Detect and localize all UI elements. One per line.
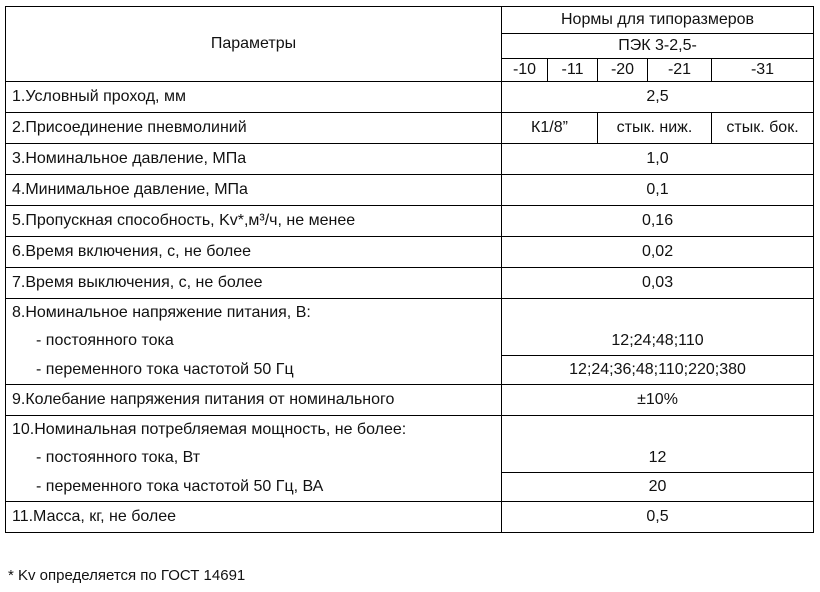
param-value: 0,1: [502, 175, 814, 206]
param-sublabel: - переменного тока частотой 50 Гц: [6, 356, 502, 385]
table-row: [6, 237, 814, 268]
param-sublabel: - постоянного тока, Вт: [6, 444, 502, 473]
table-row: [6, 502, 814, 533]
table-row: [6, 444, 814, 473]
param-value: ±10%: [502, 385, 814, 416]
param-sublabel: - переменного тока частотой 50 Гц, ВА: [6, 473, 502, 502]
variant-31: -31: [712, 59, 814, 82]
param-label: 1.Условный проход, мм: [6, 82, 502, 113]
param-label: 4.Минимальное давление, МПа: [6, 175, 502, 206]
param-value: К1/8”: [502, 113, 598, 144]
table-row: [6, 268, 814, 299]
param-sublabel: - постоянного тока: [6, 327, 502, 356]
table-row: [6, 206, 814, 237]
param-value: 12;24;36;48;110;220;380: [502, 356, 814, 385]
table-row: [6, 385, 814, 416]
norms-header: Нормы для типоразмеров: [502, 7, 814, 34]
param-label: 2.Присоединение пневмолиний: [6, 113, 502, 144]
param-label: 9.Колебание напряжения питания от номинального: [6, 385, 502, 416]
param-label: 7.Время выключения, с, не более: [6, 268, 502, 299]
spec-table: [5, 6, 814, 533]
param-value: 0,5: [502, 502, 814, 533]
param-label: 8.Номинальное напряжение питания, В:: [6, 299, 502, 328]
param-value: 12;24;48;110: [502, 327, 814, 356]
param-value: стык. ниж.: [598, 113, 712, 144]
footnote: * Kv определяется по ГОСТ 14691: [8, 567, 246, 584]
variant-21: -21: [648, 59, 712, 82]
table-row: [6, 356, 814, 385]
param-value-empty: [502, 299, 814, 328]
param-label: 10.Номинальная потребляемая мощность, не более:: [6, 416, 502, 445]
table-row: [6, 113, 814, 144]
table-row: [6, 82, 814, 113]
variant-20: -20: [598, 59, 648, 82]
param-label: 11.Масса, кг, не более: [6, 502, 502, 533]
param-value-empty: [502, 416, 814, 445]
param-value: 0,02: [502, 237, 814, 268]
param-label: 3.Номинальное давление, МПа: [6, 144, 502, 175]
param-value: 0,16: [502, 206, 814, 237]
param-value: 20: [502, 473, 814, 502]
param-label: 5.Пропускная способность, Kv*,м³/ч, не менее: [6, 206, 502, 237]
table-row: [6, 327, 814, 356]
param-value: 0,03: [502, 268, 814, 299]
param-value: 2,5: [502, 82, 814, 113]
table-row: [6, 299, 814, 328]
variant-11: -11: [548, 59, 598, 82]
param-value: 12: [502, 444, 814, 473]
header-row: [6, 7, 814, 34]
model-header: ПЭК 3-2,5-: [502, 34, 814, 59]
param-value: стык. бок.: [712, 113, 814, 144]
params-header: Параметры: [6, 7, 502, 82]
table-row: [6, 416, 814, 445]
table-row: [6, 175, 814, 206]
variant-10: -10: [502, 59, 548, 82]
param-label: 6.Время включения, с, не более: [6, 237, 502, 268]
table-row: [6, 473, 814, 502]
param-value: 1,0: [502, 144, 814, 175]
table-row: [6, 144, 814, 175]
